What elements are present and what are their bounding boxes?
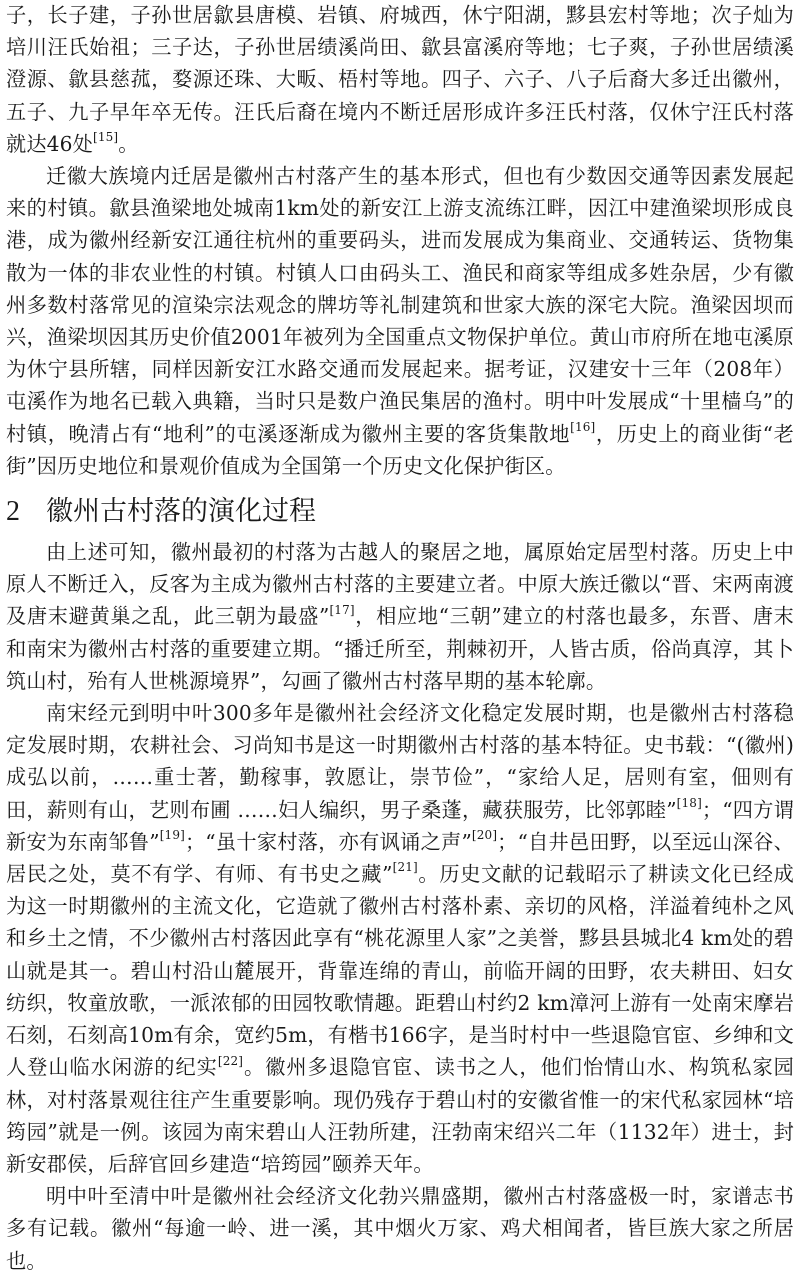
- paragraph-2: [6, 160, 794, 482]
- paragraph-3-text-a: 由上述可知，徽州最初的村落为古越人的聚居之地，属原始定居型村落。历史上中原人不断迁入，反客为主成为徽州古村落的主要建立者。中原大族迁徽以“晋、宋两南渡及唐末避黄巢之乱，此三朝为最盛”: [6, 540, 794, 629]
- section-number: 2: [6, 496, 20, 528]
- paragraph-4-text-a: 南宋经元到明中叶300多年是徽州社会经济文化稳定发展时期，也是徽州古村落稳定发展时期，农耕社会、习尚知书是这一时期徽州古村落的基本特征。史书载：“(徽州) 成弘以前，……重士著，勤稼事，敦愿让，崇节俭”，“家给人足，居则有室，佃则有田，薪则有山，艺则布圃 ……妇人编织，男子桑蓬，藏获服劳，比邻郭睦”: [6, 701, 794, 822]
- section-heading: [6, 492, 794, 532]
- paragraph-5-text: 明中叶至清中叶是徽州社会经济文化勃兴鼎盛期，徽州古村落盛极一时，家谱志书多有记载。徽州“每逾一岭、进一溪，其中烟火万家、鸡犬相闻者，皆巨族大家之所居也。: [6, 1184, 794, 1273]
- citation-22: [22]: [217, 1053, 244, 1068]
- paragraph-1-text: 子，长子建，子孙世居歙县唐模、岩镇、府城西，休宁阳湖，黟县宏村等地；次子灿为培川汪氏始祖；三子达，子孙世居绩溪尚田、歙县富溪府等地；七子爽，子孙世居绩溪澄源、歙县慈菰，婺源还珠、大畈、梧村等地。四子、六子、八子后裔大多迁出徽州，五子、九子早年卒无传。汪氏后裔在境内不断迁居形成许多汪氏村落，仅休宁汪氏村落就达46处: [6, 3, 794, 156]
- citation-20: [20]: [471, 828, 498, 843]
- citation-15: [15]: [93, 130, 119, 145]
- citation-16: [16]: [570, 419, 596, 434]
- document-page: [6, 0, 794, 1277]
- paragraph-1: [6, 0, 794, 160]
- paragraph-4-text-e: 。历史文献的记载昭示了耕读文化已经成为这一时期徽州的主流文化，它造就了徽州古村落朴素、亲切的风格，洋溢着纯朴之风和乡土之情，不少徽州古村落因此享有“桃花源里人家”之美誉，黟县县城北4 km处的碧山就是其一。碧山村沿山麓展开，背靠连绵的青山，前临开阔的田野，农夫耕田、妇女纺织，牧童放歌，一派浓郁的田园牧歌情趣。距碧山村约2 km漳河上游有一处南宋摩岩石刻，石刻高10m有余，宽约5m，有楷书166字，是当时村中一些退隐官宦、乡绅和文人登山临水闲游的纪实: [6, 862, 794, 1080]
- citation-18: [18]: [676, 795, 702, 810]
- paragraph-4-text-f: 。徽州多退隐官宦、读书之人，他们怡情山水、构筑私家园林，对村落景观往往产生重要影响。现仍残存于碧山村的安徽省惟一的宋代私家园林“培筠园”就是一例。该园为南宋碧山人汪勃所建，汪勃南宋绍兴二年（1132年）进士，封新安郡侯，后辞官回乡建造“培筠园”颐养天年。: [6, 1055, 794, 1176]
- section-title: 徽州古村落的演化过程: [46, 496, 316, 528]
- paragraph-4: [6, 697, 794, 1180]
- paragraph-4-text-d: ；“自井邑田野，以至远山深谷、居民之处，莫不有学、有师、有书史之藏”: [6, 829, 794, 887]
- paragraph-2-text-a: 迁徽大族境内迁居是徽州古村落产生的基本形式，但也有少数因交通等因素发展起来的村镇。歙县渔梁地处城南1km处的新安江上游支流练江畔，因江中建渔梁坝形成良港，成为徽州经新安江通往杭州的重要码头，进而发展成为集商业、交通转运、货物集散为一体的非农业性的村镇。村镇人口由码头工、渔民和商家等组成多姓杂居，少有徽州多数村落常见的渲染宗法观念的牌坊等礼制建筑和世家大族的深宅大院。渔梁因坝而兴，渔梁坝因其历史价值2001年被列为全国重点文物保护单位。黄山市府所在地屯溪原为休宁县所辖，同样因新安江水路交通而发展起来。据考证，汉建安十三年（208年）屯溪作为地名已载入典籍，当时只是数户渔民集居的渔村。明中叶发展成“十里樯乌”的村镇，晚清占有“地利”的屯溪逐渐成为徽州主要的客货集散地: [6, 164, 794, 446]
- citation-21: [21]: [392, 860, 418, 875]
- citation-17: [17]: [329, 602, 355, 617]
- paragraph-1-end: 。: [118, 131, 139, 156]
- paragraph-4-text-b: ；“四方谓新安为东南邹鲁”: [6, 797, 794, 854]
- paragraph-5: [6, 1180, 794, 1277]
- citation-19: [19]: [159, 828, 185, 843]
- paragraph-3: [6, 536, 794, 697]
- paragraph-3-text-b: ，相应地“三朝”建立的村落也最多，东晋、唐末和南宋为徽州古村落的重要建立期。“播迁所至，荆棘初开，人皆古质，俗尚真淳，其卜筑山村，殆有人世桃源境界”，勾画了徽州古村落早期的基本轮廓。: [6, 604, 794, 693]
- paragraph-4-text-c: ；“虽十家村落，亦有讽诵之声”: [184, 829, 472, 854]
- paragraph-2-text-b: ，历史上的商业街“老街”因历史地位和景观价值成为全国第一个历史文化保护街区。: [6, 421, 794, 478]
